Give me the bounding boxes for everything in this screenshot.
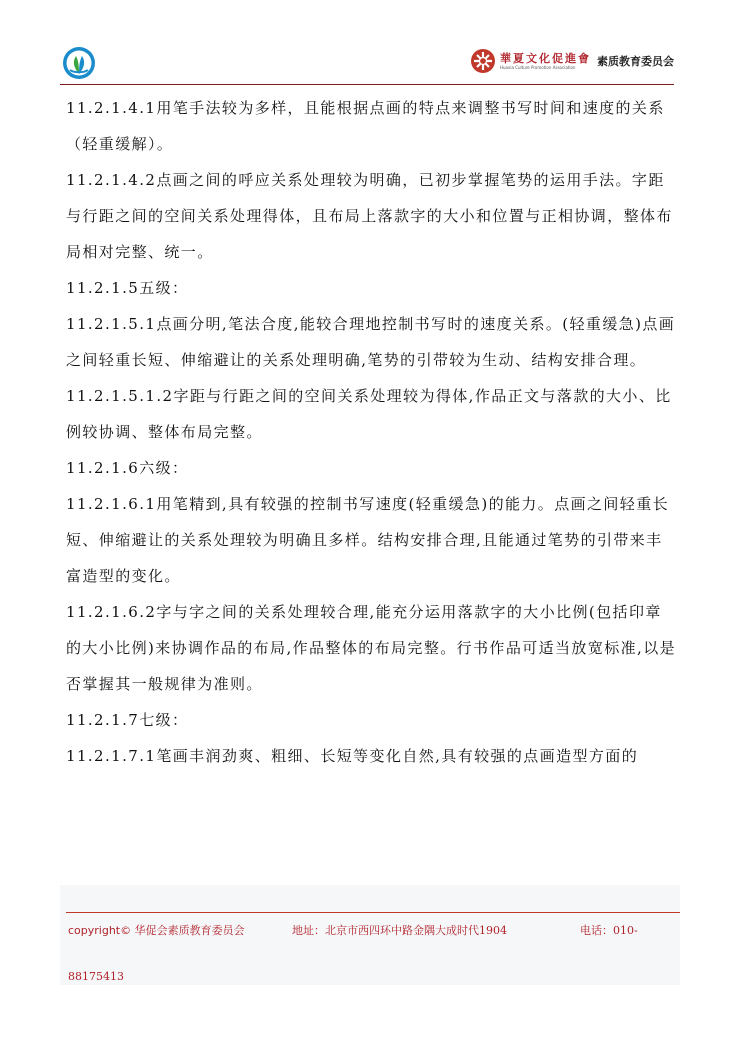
section-heading: 11.2.1.7七级： — [66, 711, 189, 729]
org-name-english: Huaxia Culture Promotion Association — [500, 64, 576, 70]
page-header — [60, 40, 674, 84]
footer-phone-number: 88175413 — [68, 970, 124, 983]
committee-name: 素质教育委员会 — [597, 55, 674, 68]
section-heading: 11.2.1.6六级： — [66, 459, 189, 477]
paragraph: 11.2.1.5.1.2字距与行距之间的空间关系处理较为得体,作品正文与落款的大小、比例较协调、整体布局完整。 — [66, 387, 672, 441]
leaf-logo-icon — [62, 46, 96, 80]
section-heading: 11.2.1.5五级： — [66, 279, 189, 297]
paragraph: 11.2.1.4.1用笔手法较为多样，且能根据点画的特点来调整书写时间和速度的关系（轻重缓解）。 — [66, 99, 665, 153]
footer-phone-label: 电话：010- — [580, 924, 638, 937]
paragraph: 11.2.1.5.1点画分明,笔法合度,能较合理地控制书写时的速度关系。(轻重缓急)点画之间轻重长短、伸缩避让的关系处理明确,笔势的引带较为生动、结构安排合理。 — [66, 315, 676, 369]
paragraph: 11.2.1.7.1笔画丰润劲爽、粗细、长短等变化自然,具有较强的点画造型方面的 — [66, 747, 639, 765]
footer-divider — [66, 912, 680, 913]
paragraph: 11.2.1.6.2字与字之间的关系处理较合理,能充分运用落款字的大小比例(包括印章的大小比例)来协调作品的布局,作品整体的布局完整。行书作品可适当放宽标准,以是否掌握其一般规律为准则。 — [66, 603, 676, 693]
document-body — [66, 90, 678, 774]
footer-copyright: copyright© 华促会素质教育委员会 — [68, 924, 245, 937]
org-emblem-icon — [470, 48, 496, 74]
org-branding — [470, 48, 674, 74]
org-name: 華夏文化促進會 — [500, 51, 591, 65]
footer-address: 地址：北京市西四环中路金隅大成时代1904 — [292, 924, 507, 937]
paragraph: 11.2.1.6.1用笔精到,具有较强的控制书写速度(轻重缓急)的能力。点画之间轻重长短、伸缩避让的关系处理较为明确且多样。结构安排合理,且能通过笔势的引带来丰富造型的变化。 — [66, 495, 670, 585]
header-divider — [60, 84, 674, 85]
paragraph: 11.2.1.4.2点画之间的呼应关系处理较为明确，已初步掌握笔势的运用手法。字距与行距之间的空间关系处理得体，且布局上落款字的大小和位置与正相协调，整体布局相对完整、统一。 — [66, 171, 673, 261]
